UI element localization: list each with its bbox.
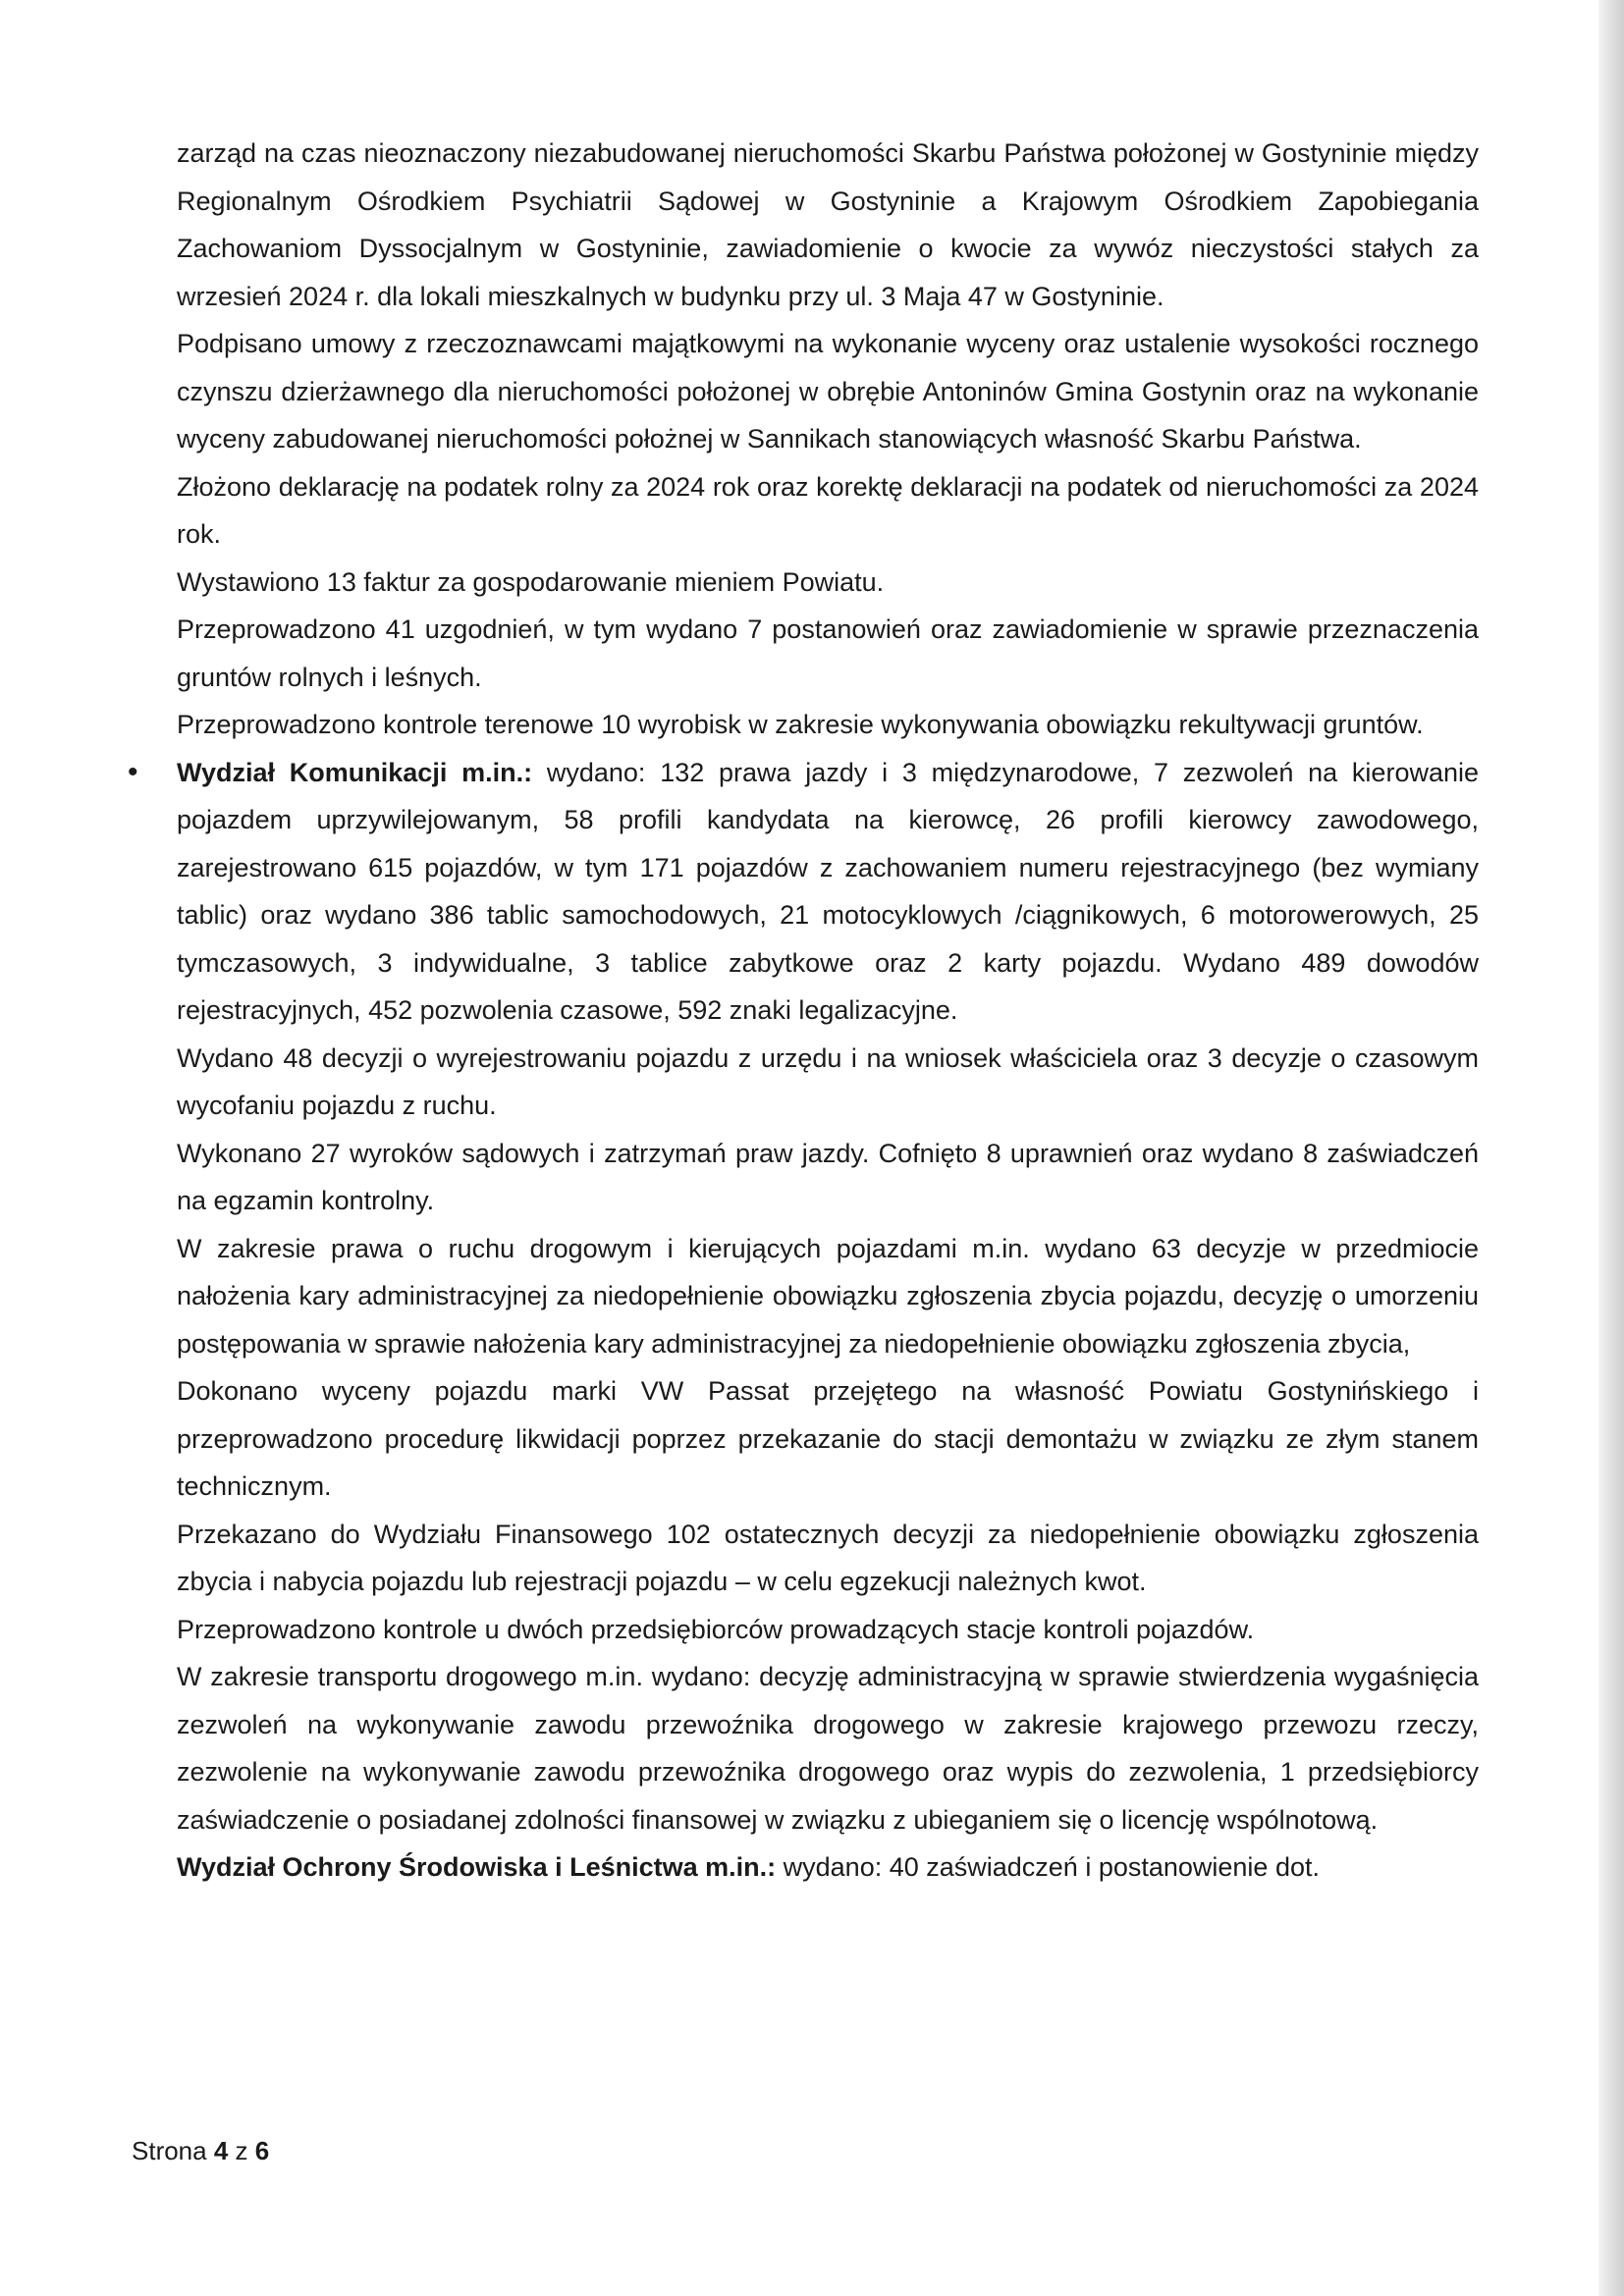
paragraph-kontrole-wyrobisk: Przeprowadzono kontrole terenowe 10 wyrobisk w zakresie wykonywania obowiązku rekultywacji gruntów. bbox=[177, 710, 1424, 739]
paragraph-przekazanie-decyzji: Przekazano do Wydziału Finansowego 102 ostatecznych decyzji za niedopełnienie obowiązku zgłoszenia zbycia i nabycia pojazdu lub rejestracji pojazdu – w celu egzekucji należnych kwot. bbox=[177, 1519, 1479, 1596]
paragraph-prawo-o-ruchu: W zakresie prawa o ruchu drogowym i kierujących pojazdami m.in. wydano 63 decyzje w przedmiocie nałożenia kary administracyjnej za niedopełnienie obowiązku zgłoszenia zbycia pojazdu, decyzję o umorzeniu postępowania w sprawie nałożenia kary administracyjnej za niedopełnienie obowiązku zgłoszenia zbycia, bbox=[177, 1233, 1479, 1359]
page-total: 6 bbox=[254, 2136, 270, 2165]
paragraph-wyrejestrowanie: Wydano 48 decyzji o wyrejestrowaniu pojazdu z urzędu i na wniosek właściciela oraz 3 decyzje o czasowym wycofaniu pojazdu z ruchu. bbox=[177, 1042, 1479, 1120]
komunikacja-lead-text: wydano: 132 prawa jazdy i 3 międzynarodowe, 7 zezwoleń na kierowanie pojazdem uprzywilejowanym, 58 profili kandydata na kierowcę, 26 profili kierowcy zawodowego, zarejestrowano 615 pojazdów, w tym 171 pojazdów z zachowaniem numeru rejestracyjnego (bez wymiany tablic) oraz wydano 386 tablic samochodowych, 21 motocyklowych /ciągnikowych, 6 motorowerowych, 25 tymczasowych, 3 indywidualne, 3 tablice zabytkowe oraz 2 karty pojazdu. Wydano 489 dowodów rejestracyjnych, 452 pozwolenia czasowe, 592 znaki legalizacyjne. bbox=[177, 757, 1480, 1025]
paragraph-deklaracja-podatkowa: Złożono deklarację na podatek rolny za 2024 rok oraz korektę deklaracji na podatek od nieruchomości za 2024 rok. bbox=[177, 471, 1479, 549]
section-komunikacja bbox=[128, 749, 1480, 1035]
paragraph-transport-drogowy: W zakresie transportu drogowego m.in. wydano: decyzję administracyjną w sprawie stwierdzenia wygaśnięcia zezwoleń na wykonywanie zawodu przewoźnika drogowego w zakresie krajowego przewozu rzeczy, zezwolenie na wykonywanie zawodu przewoźnika drogowego oraz wypis do zezwolenia, 1 przedsiębiorcy zaświadczenie o posiadanej zdolności finansowej w związku z ubieganiem się o licencję wspólnotową. bbox=[177, 1662, 1479, 1835]
heading-wydzial-komunikacji: Wydział Komunikacji m.in.: bbox=[177, 757, 533, 787]
paragraph-faktury: Wystawiono 13 faktur za gospodarowanie mieniem Powiatu. bbox=[177, 566, 885, 597]
paragraph-zarzad: zarząd na czas nieoznaczony niezabudowanej nieruchomości Skarbu Państwa położonej w Gostyninie między Regionalnym Ośrodkiem Psychiatrii Sądowej w Gostyninie a Krajowym Ośrodkiem Zapobiegania Zachowaniom Dyssocjalnym w Gostyninie, zawiadomienie o kwocie za wywóz nieczystości stałych za wrzesień 2024 r. dla lokali mieszkalnych w budynku przy ul. 3 Maja 47 w Gostyninie. bbox=[177, 138, 1479, 311]
paragraph-ochrona-srodowiska bbox=[177, 1843, 1479, 1892]
paragraph-uzgodnienia: Przeprowadzono 41 uzgodnień, w tym wydano 7 postanowień oraz zawiadomienie w sprawie przeznaczenia gruntów rolnych i leśnych. bbox=[177, 614, 1479, 692]
heading-wydzial-ochrony-srodowiska: Wydział Ochrony Środowiska i Leśnictwa m.in.: bbox=[177, 1852, 777, 1882]
paragraph-wycena-pojazdu: Dokonano wyceny pojazdu marki VW Passat przejętego na własność Powiatu Gostynińskiego i przeprowadzono procedurę likwidacji poprzez przekazanie do stacji demontażu w związku ze złym stanem technicznym. bbox=[177, 1376, 1479, 1501]
ochrona-lead-text: wydano: 40 zaświadczeń i postanowienie dot. bbox=[776, 1852, 1320, 1882]
page-separator: z bbox=[235, 2136, 248, 2165]
document-body bbox=[128, 130, 1480, 1892]
page-number: 4 bbox=[213, 2136, 229, 2165]
scan-page-edge bbox=[1598, 0, 1624, 2296]
paragraph-komunikacja-intro bbox=[177, 749, 1479, 1035]
page-label: Strona bbox=[132, 2136, 207, 2165]
page-footer bbox=[132, 2136, 269, 2166]
paragraph-umowy-rzeczoznawcy: Podpisano umowy z rzeczoznawcami majątkowymi na wykonanie wyceny oraz ustalenie wysokości rocznego czynszu dzierżawnego dla nieruchomości położonej w obrębie Antoninów Gmina Gostynin oraz na wykonanie wyceny zabudowanej nieruchomości położnej w Sannikach stanowiących własność Skarbu Państwa. bbox=[177, 329, 1479, 454]
bullet-icon: • bbox=[128, 755, 138, 788]
paragraph-kontrole-stacji: Przeprowadzono kontrole u dwóch przedsiębiorców prowadzących stacje kontroli pojazdów. bbox=[177, 1614, 1255, 1644]
paragraph-wyroki-sadowe: Wykonano 27 wyroków sądowych i zatrzymań praw jazdy. Cofnięto 8 uprawnień oraz wydano 8 zaświadczeń na egzamin kontrolny. bbox=[177, 1138, 1479, 1215]
